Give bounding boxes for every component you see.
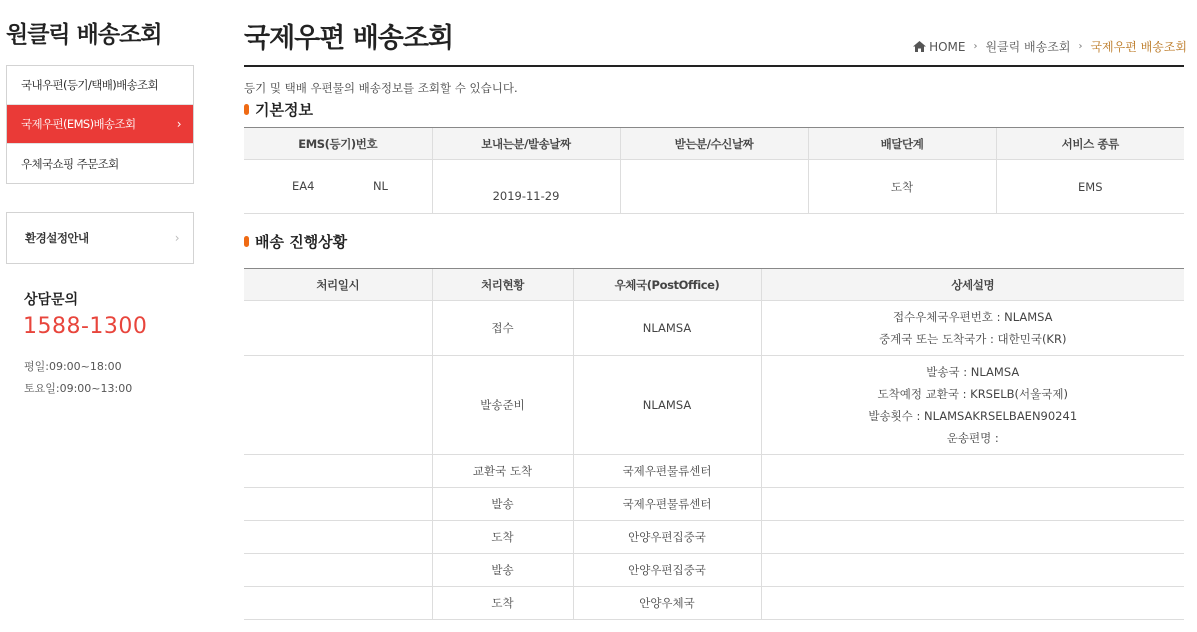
breadcrumb xyxy=(913,38,1187,55)
table-row xyxy=(244,455,1184,488)
process-datetime xyxy=(244,554,432,587)
sidebar-item-domestic[interactable] xyxy=(7,66,193,105)
detail-description xyxy=(761,521,1184,554)
detail-line: 운송편명 : xyxy=(946,431,999,445)
basic-info-title-text: 기본정보 xyxy=(255,101,313,119)
column-header: 상세설명 xyxy=(761,269,1184,301)
sender-date: 2019-11-29 xyxy=(432,160,620,214)
table-header-row xyxy=(244,128,1184,160)
process-status: 발송 xyxy=(432,488,573,521)
table-row xyxy=(244,160,1184,214)
process-datetime xyxy=(244,301,432,356)
detail-description xyxy=(761,488,1184,521)
process-status: 도착 xyxy=(432,587,573,620)
env-settings-label: 환경설정안내 xyxy=(25,231,89,245)
post-office: 안양우편집중국 xyxy=(573,554,761,587)
process-status: 도착 xyxy=(432,521,573,554)
process-datetime xyxy=(244,455,432,488)
table-row xyxy=(244,356,1184,455)
consult-title: 상담문의 xyxy=(24,292,79,308)
consult-phone: 1588-1300 xyxy=(23,314,148,339)
process-status: 교환국 도착 xyxy=(432,455,573,488)
table-row xyxy=(244,554,1184,587)
column-header: 보내는분/발송날짜 xyxy=(432,128,620,160)
page-title: 국제우편 배송조회 xyxy=(244,23,454,54)
chevron-right-icon: › xyxy=(973,41,978,52)
tracking-number: EA4 NL xyxy=(244,160,432,214)
consult-hours xyxy=(24,356,132,400)
detail-line: 발송국 : NLAMSA xyxy=(926,365,1020,379)
delivery-status: 도착 xyxy=(808,160,996,214)
column-header: 배달단계 xyxy=(808,128,996,160)
sidebar-item-ems[interactable] xyxy=(7,105,193,144)
process-status: 발송준비 xyxy=(432,356,573,455)
chevron-right-icon: › xyxy=(174,231,179,245)
post-office: 안양우편집중국 xyxy=(573,521,761,554)
column-header: 우체국(PostOffice) xyxy=(573,269,761,301)
column-header: 서비스 종류 xyxy=(996,128,1184,160)
basic-info-title xyxy=(244,99,313,120)
detail-description xyxy=(761,455,1184,488)
detail-line: 접수우체국우편번호 : NLAMSA xyxy=(892,310,1053,324)
process-datetime xyxy=(244,587,432,620)
bullet-icon xyxy=(244,236,249,247)
basic-info-table xyxy=(244,127,1184,214)
detail-description xyxy=(761,356,1184,455)
service-type: EMS xyxy=(996,160,1184,214)
breadcrumb-home[interactable] xyxy=(913,40,965,54)
table-row xyxy=(244,587,1184,620)
process-status: 발송 xyxy=(432,554,573,587)
post-office: 국제우편물류센터 xyxy=(573,488,761,521)
breadcrumb-home-label: HOME xyxy=(929,39,966,54)
sidebar-item-label: 우체국쇼핑 주문조회 xyxy=(21,156,119,171)
page-description: 등기 및 택배 우편물의 배송정보를 조회할 수 있습니다. xyxy=(244,81,518,95)
env-settings-button[interactable] xyxy=(6,212,194,264)
sidebar-item-label: 국제우편(EMS)배송조회 xyxy=(21,117,136,131)
breadcrumb-current: 국제우편 배송조회 xyxy=(1090,40,1187,54)
table-row xyxy=(244,301,1184,356)
process-datetime xyxy=(244,521,432,554)
progress-table xyxy=(244,268,1184,620)
progress-title xyxy=(244,231,347,252)
process-datetime xyxy=(244,488,432,521)
post-office: NLAMSA xyxy=(573,301,761,356)
column-header: 처리현황 xyxy=(432,269,573,301)
detail-description xyxy=(761,587,1184,620)
chevron-right-icon: › xyxy=(176,117,181,131)
chevron-right-icon: › xyxy=(1078,41,1083,52)
receiver-date xyxy=(620,160,808,214)
hours-weekday: 평일:09:00~18:00 xyxy=(24,360,122,373)
table-header-row xyxy=(244,269,1184,301)
post-office: NLAMSA xyxy=(573,356,761,455)
table-row xyxy=(244,488,1184,521)
hours-saturday: 토요일:09:00~13:00 xyxy=(24,382,133,395)
column-header: 받는분/수신날짜 xyxy=(620,128,808,160)
detail-description xyxy=(761,301,1184,356)
sidebar-menu xyxy=(6,65,194,184)
progress-title-text: 배송 진행상황 xyxy=(255,233,348,251)
process-status: 접수 xyxy=(432,301,573,356)
breadcrumb-item[interactable]: 원클릭 배송조회 xyxy=(985,40,1071,54)
home-icon xyxy=(913,41,926,52)
column-header: 처리일시 xyxy=(244,269,432,301)
column-header: EMS(등기)번호 xyxy=(244,128,432,160)
sidebar-item-label: 국내우편(등기/택배)배송조회 xyxy=(21,78,159,92)
detail-line: 중계국 또는 도착국가 : 대한민국(KR) xyxy=(879,332,1067,346)
sidebar-title: 원클릭 배송조회 xyxy=(6,22,162,48)
table-row xyxy=(244,521,1184,554)
detail-line: 도착예정 교환국 : KRSELB(서울국제) xyxy=(877,387,1068,401)
detail-line: 발송횟수 : NLAMSAKRSELBAEN90241 xyxy=(868,409,1078,423)
title-divider xyxy=(244,65,1184,67)
post-office: 안양우체국 xyxy=(573,587,761,620)
bullet-icon xyxy=(244,104,249,115)
detail-description xyxy=(761,554,1184,587)
sidebar-item-shopping[interactable] xyxy=(7,144,193,183)
post-office: 국제우편물류센터 xyxy=(573,455,761,488)
process-datetime xyxy=(244,356,432,455)
